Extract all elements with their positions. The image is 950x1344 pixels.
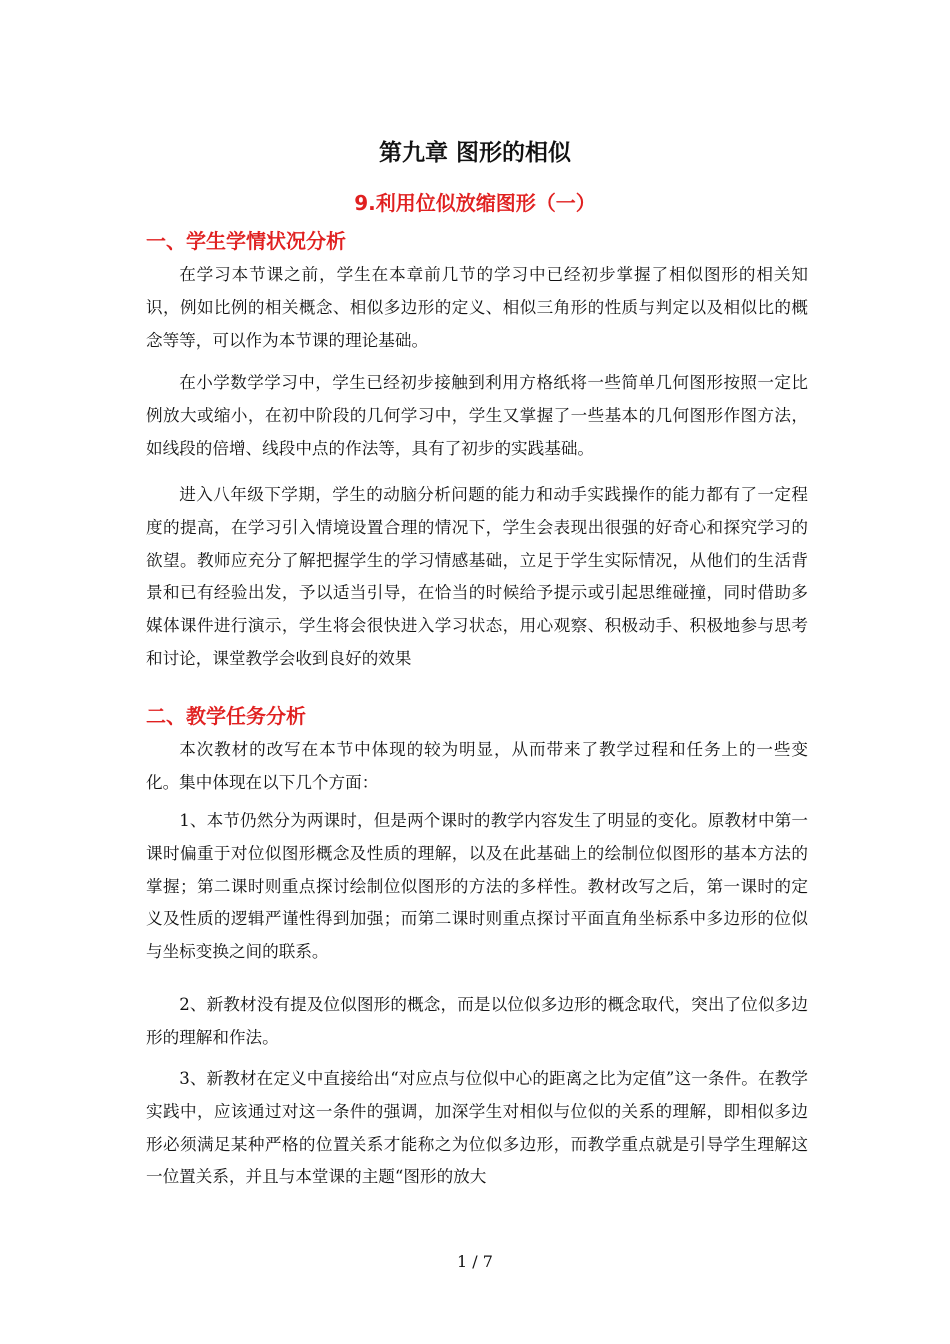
chapter-title: 第九章 图形的相似 (378, 140, 571, 166)
paragraph: 1、本节仍然分为两课时，但是两个课时的教学内容发生了明显的变化。原教材中第一课时偏重于对位似图形概念及性质的理解，以及在此基础上的绘制位似图形的基本方法的掌握；第二课时则重点探讨绘制位似图形的方法的多样性。教材改写之后，第一课时的定义及性质的逻辑严谨性得到加强；而第二课时则重点探讨平面直角坐标系中多边形的位似与坐标变换之间的联系。 (146, 811, 808, 962)
paragraph: 本次教材的改写在本节中体现的较为明显，从而带来了教学过程和任务上的一些变化。集中体现在以下几个方面： (146, 740, 808, 792)
paragraph: 2、新教材没有提及位似图形的概念，而是以位似多边形的概念取代，突出了位似多边形的理解和作法。 (146, 995, 808, 1047)
paragraph: 3、新教材在定义中直接给出“对应点与位似中心的距离之比为定值”这一条件。在教学实践中，应该通过对这一条件的强调，加深学生对相似与位似的关系的理解，即相似多边形必须满足某种严格的位置关系才能称之为位似多边形，而教学重点就是引导学生理解这一位置关系，并且与本堂课的主题“图形的放大 (146, 1069, 808, 1187)
lesson-title: 9.利用位似放缩图形（一） (354, 191, 596, 215)
paragraph: 进入八年级下学期，学生的动脑分析问题的能力和动手实践操作的能力都有了一定程度的提高，在学习引入情境设置合理的情况下，学生会表现出很强的好奇心和探究学习的欲望。教师应充分了解把握学生的学习情感基础，立足于学生实际情况，从他们的生活背景和已有经验出发，予以适当引导，在恰当的时候给予提示或引起思维碰撞，同时借助多媒体课件进行演示，学生将会很快进入学习状态，用心观察、积极动手、积极地参与思考和讨论，课堂教学会收到良好的效果 (146, 485, 808, 668)
paragraph: 在小学数学学习中，学生已经初步接触到利用方格纸将一些简单几何图形按照一定比例放大或缩小，在初中阶段的几何学习中，学生又掌握了一些基本的几何图形作图方法，如线段的倍增、线段中点的作法等，具有了初步的实践基础。 (146, 373, 808, 458)
section-heading-task-analysis: 二、教学任务分析 (146, 704, 306, 728)
page-number: 1 / 7 (457, 1252, 493, 1271)
section-heading-student-analysis: 一、学生学情状况分析 (146, 229, 346, 253)
paragraph: 在学习本节课之前，学生在本章前几节的学习中已经初步掌握了相似图形的相关知识，例如比例的相关概念、相似多边形的定义、相似三角形的性质与判定以及相似比的概念等等，可以作为本节课的理论基础。 (146, 265, 808, 350)
